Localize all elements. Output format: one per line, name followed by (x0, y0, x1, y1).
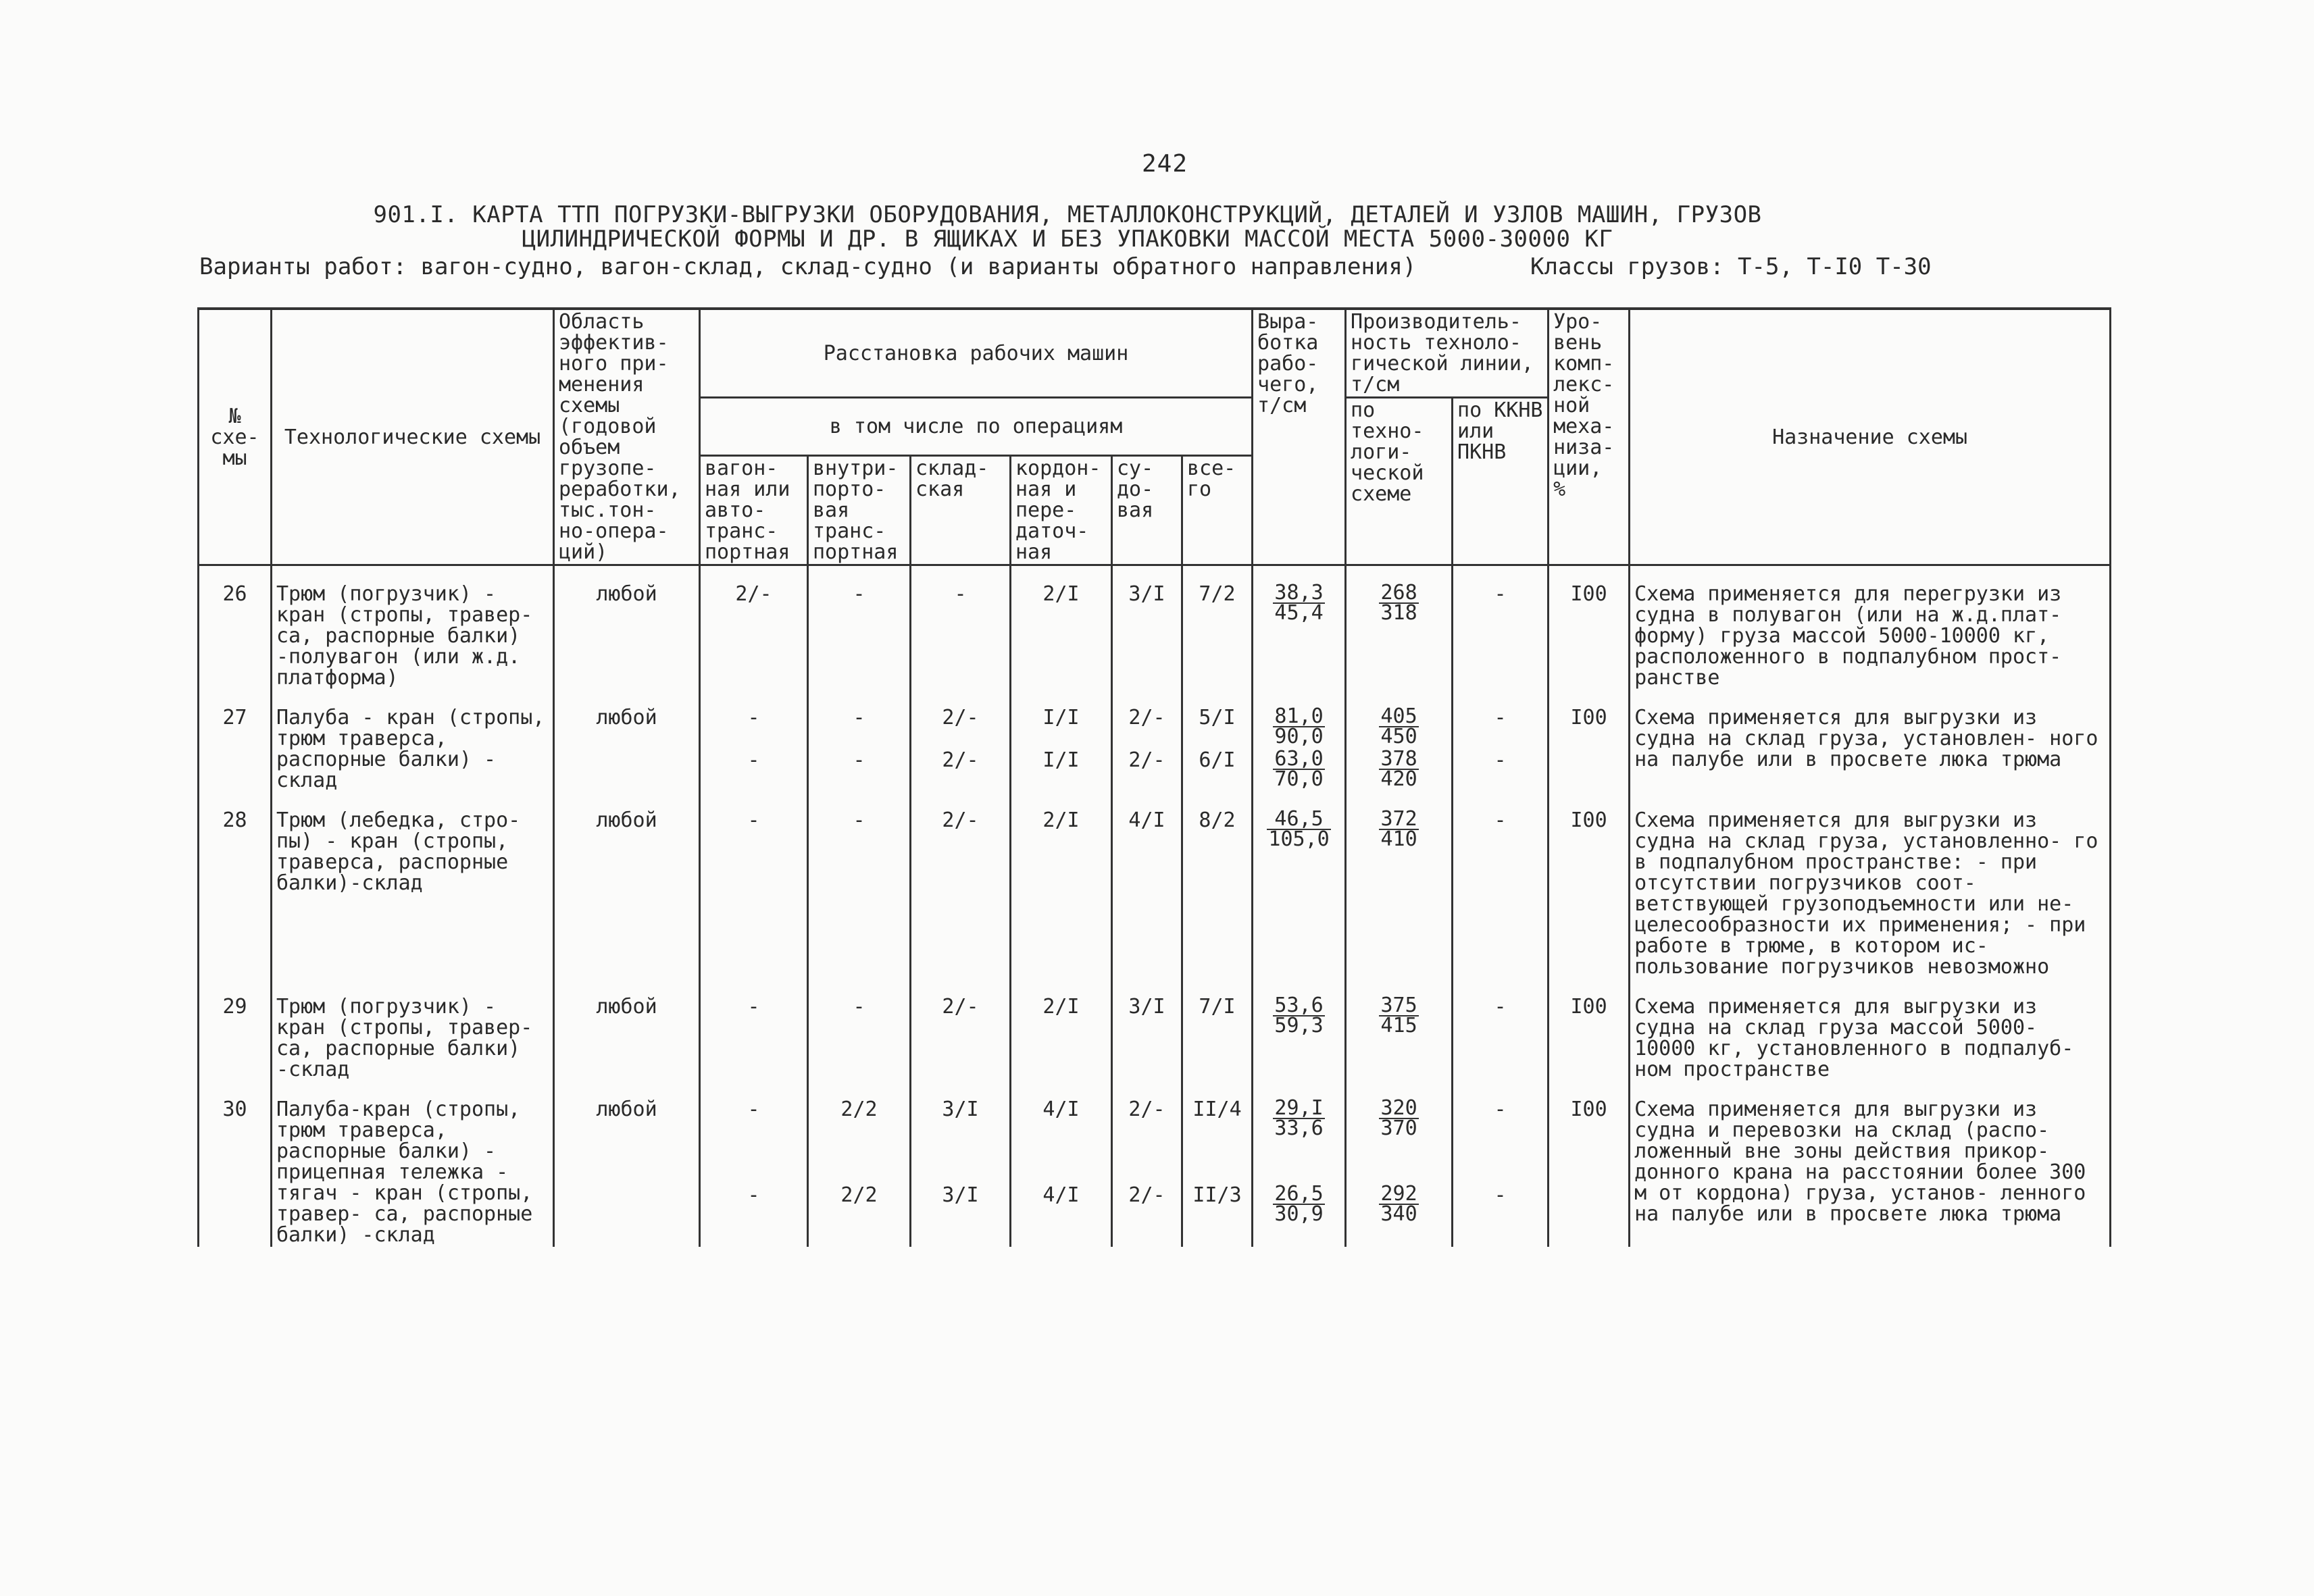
worker-output-numerator: 26,5 (1274, 1182, 1324, 1206)
worker-output (1253, 979, 1346, 1081)
worker-output-fraction (1273, 996, 1324, 1035)
ship-machines: 2/- (1112, 690, 1182, 750)
productivity-kknv: - (1453, 1185, 1549, 1247)
intraport-machines: - (808, 792, 911, 979)
worker-output (1253, 792, 1346, 979)
cargo-classes: Классы грузов: Т-5, Т-I0 Т-30 (1530, 253, 1932, 280)
mechanization-level: I00 (1549, 690, 1630, 792)
productivity-kknv: - (1453, 979, 1549, 1081)
table-row (199, 979, 2111, 1081)
header-cordon: кордон- ная и пере- даточ- ная (1011, 456, 1112, 565)
application-area: любой (554, 979, 700, 1081)
productivity-by-scheme (1346, 1182, 1453, 1247)
cordon-machines: I/I (1011, 690, 1112, 750)
ship-machines: 2/- (1112, 1081, 1182, 1185)
technology-table (197, 307, 2111, 1247)
productivity-by-scheme-fraction (1379, 704, 1418, 748)
mechanization-level: I00 (1549, 565, 1630, 690)
scheme-number: 26 (199, 565, 272, 690)
warehouse-machines: - (911, 565, 1011, 690)
mechanization-level: I00 (1549, 979, 1630, 1081)
application-area: любой (554, 1081, 700, 1247)
scheme-description: Трюм (погрузчик) - кран (стропы, травер- са, распорные балки) -склад (272, 979, 554, 1081)
worker-output-denominator: 59,3 (1274, 1014, 1324, 1037)
worker-output-numerator: 53,6 (1274, 994, 1324, 1017)
intraport-machines: - (808, 565, 911, 690)
productivity-by-scheme-numerator: 405 (1380, 704, 1417, 728)
productivity-kknv: - (1453, 690, 1549, 750)
productivity-by-scheme-fraction (1379, 807, 1418, 851)
worker-output-numerator: 38,3 (1274, 581, 1324, 604)
warehouse-machines: 2/- (911, 979, 1011, 1081)
productivity-by-scheme-fraction (1379, 996, 1418, 1035)
wagon-auto-machines: - (700, 792, 808, 979)
header-application-area: Область эффектив- ного при- менения схемы (годовой объем грузопе- реработки, тыс.тон- но-опера- ций) (554, 309, 700, 565)
mechanization-level: I00 (1549, 792, 1630, 979)
application-area: любой (554, 792, 700, 979)
worker-output-numerator: 81,0 (1274, 704, 1324, 728)
total-machines: 6/I (1182, 750, 1253, 792)
cordon-machines: 2/I (1011, 792, 1112, 979)
cordon-machines: 2/I (1011, 979, 1112, 1081)
total-machines: 7/2 (1182, 565, 1253, 690)
productivity-kknv: - (1453, 1081, 1549, 1185)
productivity-by-scheme-numerator: 268 (1380, 581, 1417, 604)
intraport-machines: - (808, 979, 911, 1081)
productivity-by-scheme-denominator: 370 (1380, 1116, 1417, 1140)
header-machine-placement: Расстановка рабочих машин (700, 309, 1253, 398)
scheme-description: Палуба-кран (стропы, трюм траверса, распорные балки) - прицепная тележка - тягач - кран (стропы, травер- са, распорные балки) -склад (272, 1081, 554, 1247)
warehouse-machines: 2/- (911, 690, 1011, 750)
scheme-purpose: Схема применяется для выгрузки из судна на склад груза, установлен- ного на палубе или в просвете люка трюма (1630, 690, 2111, 792)
productivity-by-scheme-denominator: 340 (1380, 1202, 1417, 1226)
header-scheme-purpose: Назначение схемы (1630, 309, 2111, 565)
ship-machines: 3/I (1112, 565, 1182, 690)
mechanization-level: I00 (1549, 1081, 1630, 1247)
header-by-tech-scheme: по техно- логи- ческой схеме (1346, 398, 1453, 565)
productivity-by-scheme-fraction (1379, 747, 1418, 792)
worker-output-fraction (1273, 747, 1324, 792)
ship-machines: 3/I (1112, 979, 1182, 1081)
worker-output-denominator: 105,0 (1268, 827, 1330, 851)
worker-output-denominator: 45,4 (1274, 601, 1324, 625)
productivity-by-scheme-fraction (1379, 581, 1418, 625)
worker-output-numerator: 46,5 (1267, 810, 1330, 830)
productivity-kknv: - (1453, 792, 1549, 979)
productivity-by-scheme (1346, 747, 1453, 792)
wagon-auto-machines: 2/- (700, 565, 808, 690)
warehouse-machines: 3/I (911, 1081, 1011, 1185)
table-row (199, 1081, 2111, 1185)
worker-output-denominator: 33,6 (1274, 1116, 1324, 1140)
header-ship: су- до- вая (1112, 456, 1182, 565)
wagon-auto-machines: - (700, 750, 808, 792)
scheme-number: 29 (199, 979, 272, 1081)
worker-output-denominator: 30,9 (1274, 1202, 1324, 1226)
scheme-description: Трюм (погрузчик) - кран (стропы, травер- са, распорные балки) -полувагон (или ж.д. платформа) (272, 565, 554, 690)
productivity-by-scheme-fraction (1379, 1182, 1418, 1226)
worker-output-fraction (1273, 581, 1324, 625)
warehouse-machines: 3/I (911, 1185, 1011, 1247)
scheme-purpose: Схема применяется для перегрузки из судна в полувагон (или на ж.д.плат- форму) груза массой 5000-10000 кг, расположенного в подпалубном прост- ранстве (1630, 565, 2111, 690)
warehouse-machines: 2/- (911, 792, 1011, 979)
worker-output-fraction (1267, 807, 1330, 851)
header-mechanization-level: Уро- вень комп- лекс- ной меха- низа- ции, % (1549, 309, 1630, 565)
worker-output-denominator: 70,0 (1274, 767, 1324, 792)
wagon-auto-machines: - (700, 979, 808, 1081)
cordon-machines: 4/I (1011, 1081, 1112, 1185)
wagon-auto-machines: - (700, 690, 808, 750)
header-wagon-auto: вагон- ная или авто- транс- портная (700, 456, 808, 565)
cordon-machines: 4/I (1011, 1185, 1112, 1247)
productivity-kknv: - (1453, 750, 1549, 792)
scheme-purpose: Схема применяется для выгрузки из судна и перевозки на склад (распо- ложенный вне зоны действия прикор- донного крана на расстоянии более 300 м от кордона) груза, установ- ленного на палубе или в просвете люка трюма (1630, 1081, 2111, 1247)
total-machines: 8/2 (1182, 792, 1253, 979)
ship-machines: 4/I (1112, 792, 1182, 979)
warehouse-machines: 2/- (911, 750, 1011, 792)
productivity-by-scheme-numerator: 378 (1380, 747, 1417, 771)
page-number: 242 (1142, 150, 1188, 178)
header-total: все- го (1182, 456, 1253, 565)
cordon-machines: 2/I (1011, 565, 1112, 690)
productivity-by-scheme-denominator: 450 (1380, 725, 1417, 748)
wagon-auto-machines: - (700, 1081, 808, 1185)
table-row (199, 565, 2111, 690)
productivity-by-scheme-numerator: 375 (1380, 994, 1417, 1017)
intraport-machines: 2/2 (808, 1081, 911, 1185)
header-line-productivity: Производитель- ность техноло- гической линии, т/см (1346, 309, 1549, 398)
productivity-by-scheme-fraction (1379, 1096, 1418, 1140)
productivity-by-scheme-denominator: 318 (1380, 601, 1417, 625)
total-machines: 5/I (1182, 690, 1253, 750)
scheme-number: 27 (199, 690, 272, 792)
header-intraport: внутри- порто- вая транс- портная (808, 456, 911, 565)
productivity-by-scheme (1346, 979, 1453, 1081)
productivity-by-scheme (1346, 792, 1453, 979)
scheme-description: Трюм (лебедка, стро- пы) - кран (стропы, траверса, распорные балки)-склад (272, 792, 554, 979)
header-kknv: по ККНВ или ПКНВ (1453, 398, 1549, 565)
scheme-number: 30 (199, 1081, 272, 1247)
intraport-machines: - (808, 750, 911, 792)
document-title: 901.I. КАРТА ТТП ПОГРУЗКИ-ВЫГРУЗКИ ОБОРУДОВАНИЯ, МЕТАЛЛОКОНСТРУКЦИЙ, ДЕТАЛЕЙ И УЗЛОВ МАШИН, ГРУЗОВ ЦИЛИНДРИЧЕСКОЙ ФОРМЫ И ДР. В ЯЩИКАХ И БЕЗ УПАКОВКИ МАССОЙ МЕСТА 5000-30000 КГ (373, 201, 1762, 253)
productivity-by-scheme (1346, 1081, 1453, 1185)
worker-output (1253, 565, 1346, 690)
worker-output-fraction (1273, 704, 1324, 748)
worker-output (1253, 1182, 1346, 1247)
header-scheme-number: № схе- мы (199, 309, 272, 565)
scheme-purpose: Схема применяется для выгрузки из судна на склад груза массой 5000- 10000 кг, установленного в подпалуб- ном пространстве (1630, 979, 2111, 1081)
productivity-by-scheme-denominator: 410 (1380, 827, 1417, 851)
productivity-by-scheme (1346, 690, 1453, 750)
productivity-by-scheme-numerator: 320 (1380, 1096, 1417, 1120)
worker-output (1253, 747, 1346, 792)
productivity-by-scheme-numerator: 292 (1380, 1182, 1417, 1206)
cordon-machines: I/I (1011, 750, 1112, 792)
productivity-by-scheme-denominator: 415 (1380, 1014, 1417, 1037)
header-by-operations: в том числе по операциям (700, 398, 1253, 456)
ship-machines: 2/- (1112, 1185, 1182, 1247)
worker-output (1253, 1081, 1346, 1185)
header-technological-schemes: Технологические схемы (272, 309, 554, 565)
scheme-number: 28 (199, 792, 272, 979)
scheme-purpose: Схема применяется для выгрузки из судна на склад груза, установленно- го в подпалубном пространстве: - при отсутствии погрузчиков соот- ветствующей грузоподъемности или не- целесообразности их применения; - при работе в трюме, в котором ис- пользование погрузчиков невозможно (1630, 792, 2111, 979)
header-worker-output: Выра- ботка рабо- чего, т/см (1253, 309, 1346, 565)
table-row (199, 792, 2111, 979)
application-area: любой (554, 690, 700, 792)
worker-output-fraction (1273, 1182, 1324, 1226)
total-machines: II/3 (1182, 1185, 1253, 1247)
scheme-description: Палуба - кран (стропы, трюм траверса, распорные балки) - склад (272, 690, 554, 792)
application-area: любой (554, 565, 700, 690)
worker-output-fraction (1273, 1096, 1324, 1140)
total-machines: 7/I (1182, 979, 1253, 1081)
total-machines: II/4 (1182, 1081, 1253, 1185)
productivity-by-scheme (1346, 565, 1453, 690)
ship-machines: 2/- (1112, 750, 1182, 792)
worker-output-denominator: 90,0 (1274, 725, 1324, 748)
work-variants: Варианты работ: вагон-судно, вагон-склад, склад-судно (и варианты обратного направления) (199, 253, 1417, 280)
wagon-auto-machines: - (700, 1185, 808, 1247)
worker-output-numerator: 29,I (1274, 1096, 1324, 1120)
productivity-by-scheme-numerator: 372 (1380, 807, 1417, 831)
productivity-by-scheme-denominator: 420 (1380, 767, 1417, 792)
productivity-kknv: - (1453, 565, 1549, 690)
intraport-machines: 2/2 (808, 1185, 911, 1247)
table-row (199, 690, 2111, 750)
intraport-machines: - (808, 690, 911, 750)
header-warehouse: склад- ская (911, 456, 1011, 565)
worker-output (1253, 690, 1346, 750)
table-body (199, 565, 2111, 1247)
worker-output-numerator: 63,0 (1274, 747, 1324, 771)
